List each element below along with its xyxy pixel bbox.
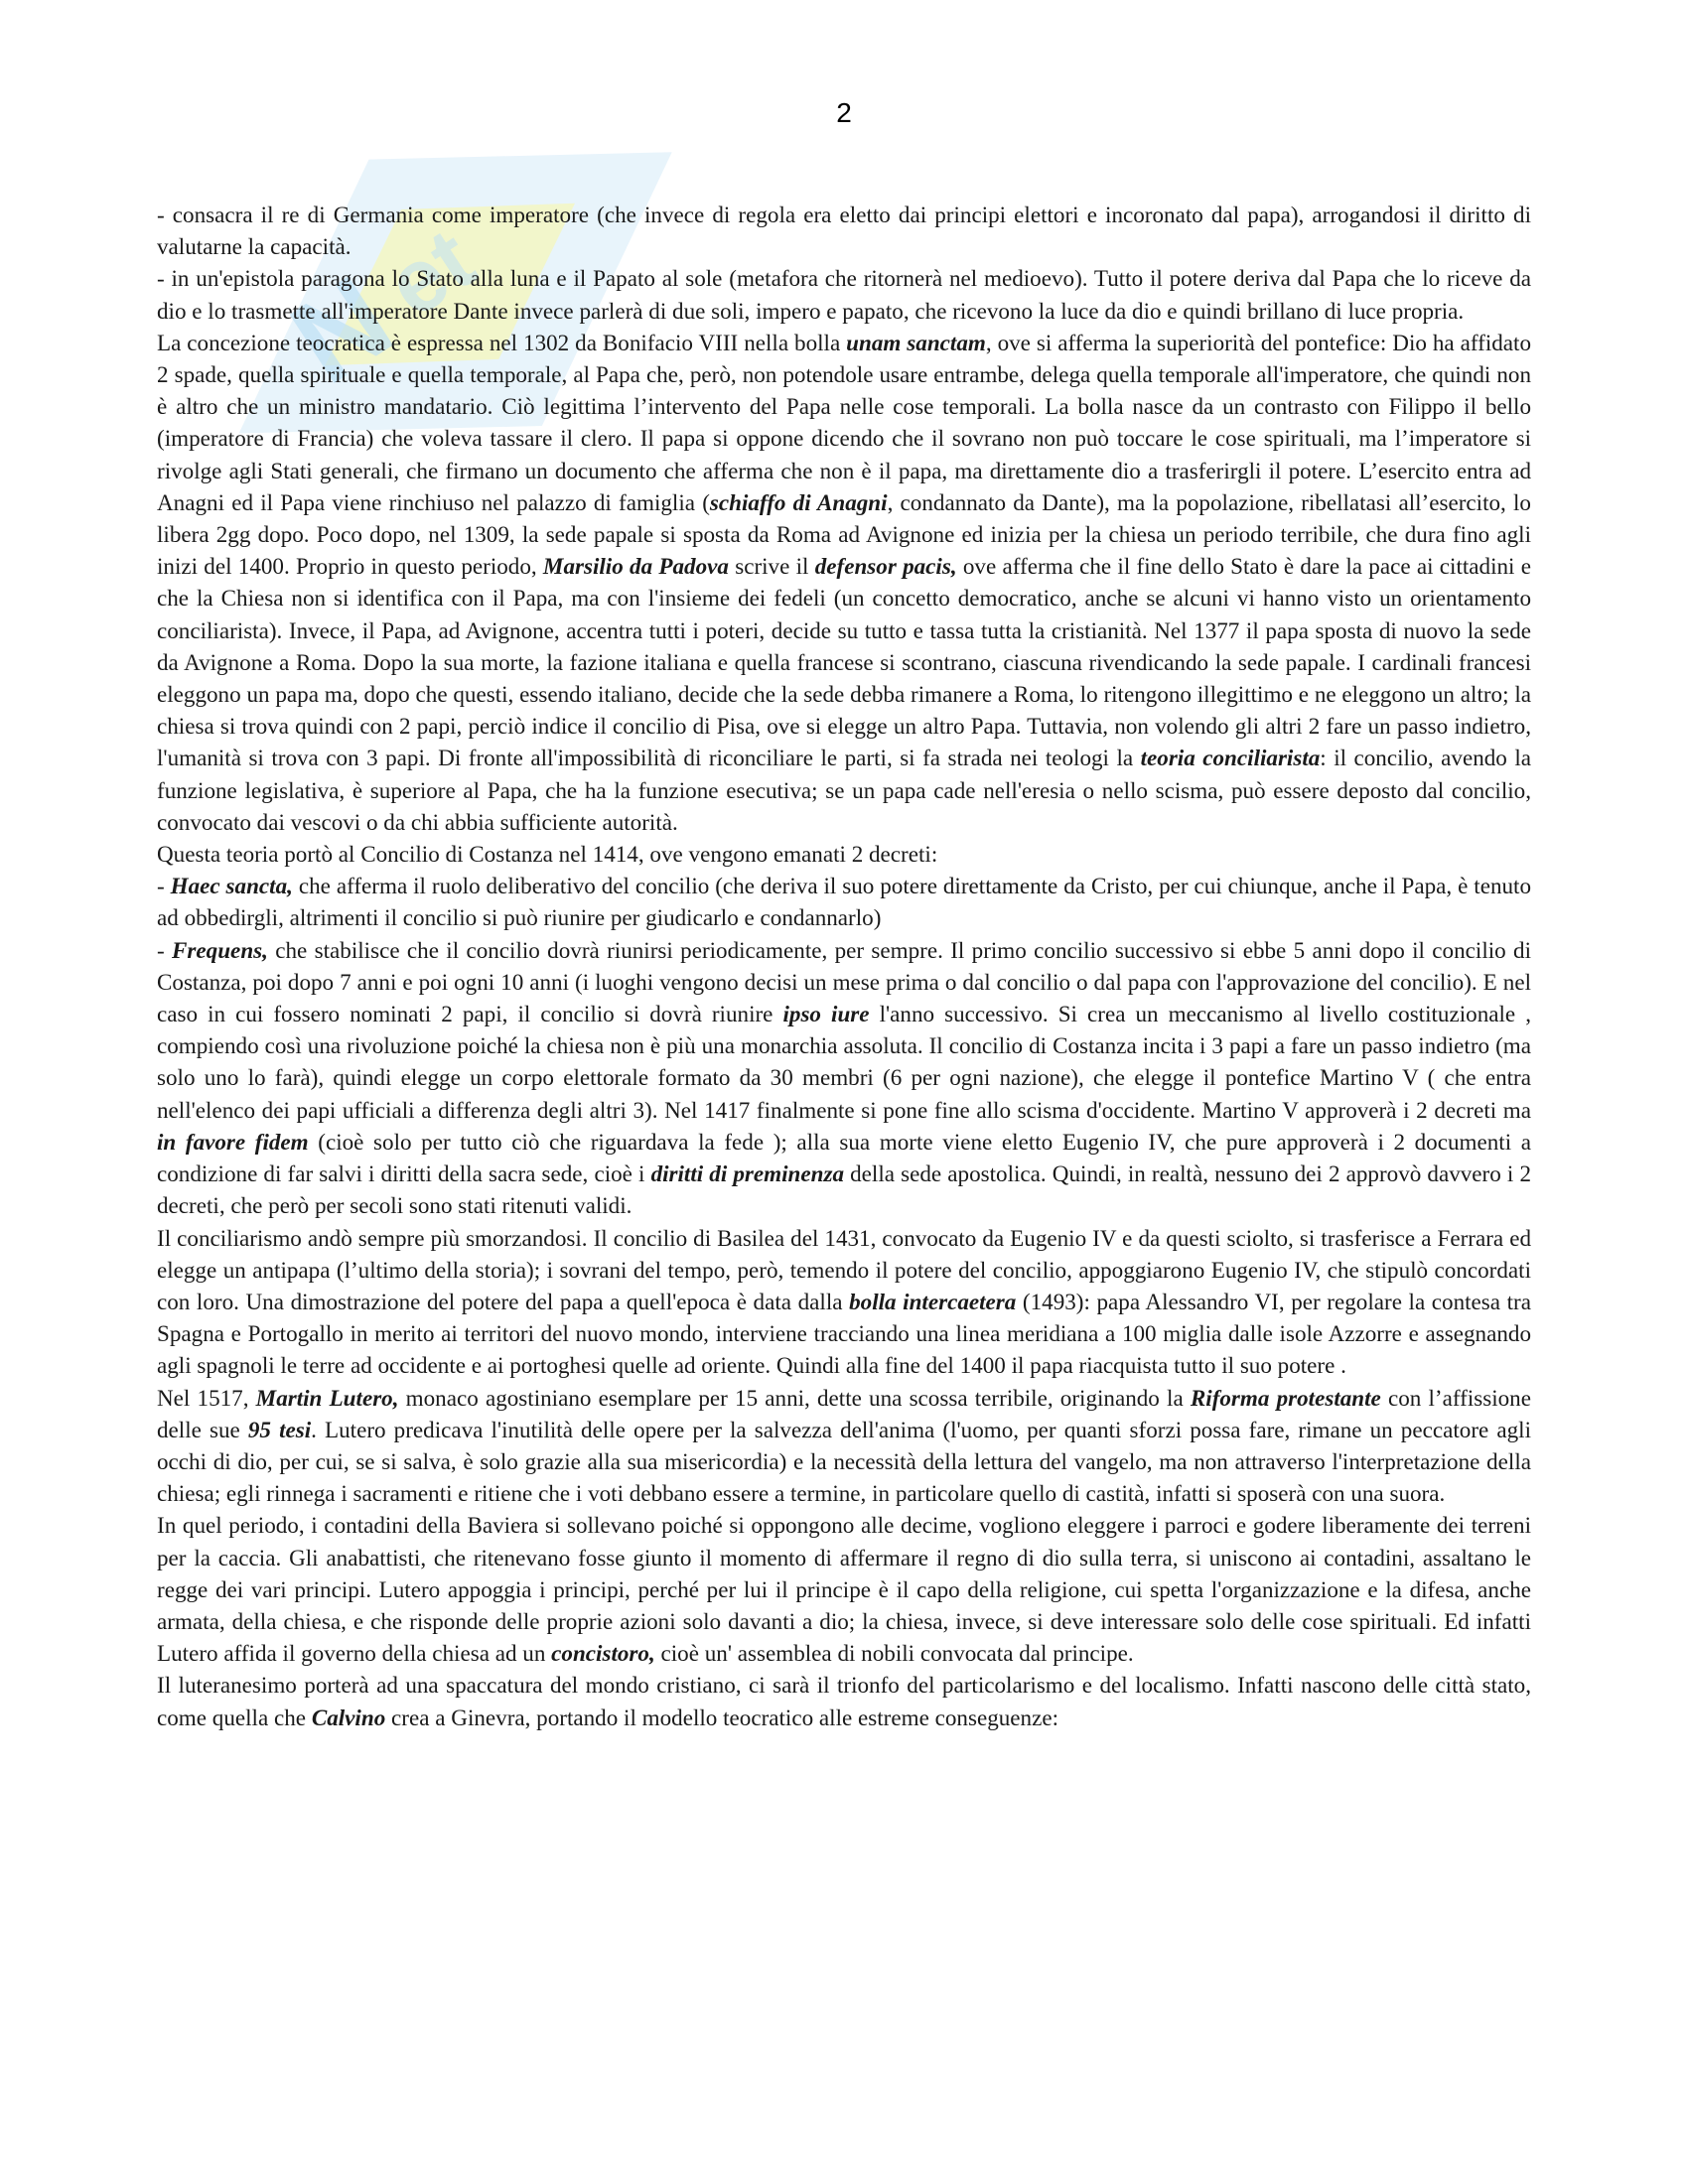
text-run: In quel periodo, i contadini della Baviera si sollevano poiché si oppongono alle decime, vogliono eleggere i parroci e godere liberamente dei terreni per la caccia. Gli anabattisti, che ritenevano fosse giunto il momento di affermare il regno di dio sulla terra, si uniscono ai contadini, assaltano le regge dei vari principi. Lutero appoggia i principi, perché per lui il principe è il capo della religione, cui spetta l'organizzazione e la difesa, anche armata, della chiesa, e che risponde delle proprie azioni solo davanti a dio; la chiesa, invece, si deve interessare solo delle cose spirituali. Ed infatti Lutero affida il governo della chiesa ad un [157, 1512, 1531, 1667]
emphasized-term: Calvino [311, 1704, 386, 1730]
text-run: con l’affissione delle sue [157, 1384, 1531, 1442]
text-run: crea a Ginevra, portando il modello teocratico alle estreme conseguenze: [385, 1704, 1058, 1730]
text-run: Questa teoria portò al Concilio di Costanza nel 1414, ove vengono emanati 2 decreti: [157, 841, 938, 868]
text-run: (cioè solo per tutto ciò che riguardava la fede ); alla sua morte viene eletto Eugenio IV, che pure approverà i 2 documenti a condizione di far salvi i diritti della sacra sede, cioè i [157, 1128, 1531, 1187]
paragraph [157, 1509, 1531, 1669]
emphasized-term: teoria conciliarista [1140, 745, 1321, 771]
text-run: che stabilisce che il concilio dovrà riunirsi periodicamente, per sempre. Il primo concilio successivo si ebbe 5 anni dopo il concilio di Costanza, poi dopo 7 anni e poi ogni 10 anni (i luoghi vengono decisi un mese prima o dal concilio o dal papa con l'approvazione del concilio). E nel caso in cui fossero nominati 2 papi, il concilio si dovrà riunire [157, 936, 1531, 1027]
text-run: - in un'epistola paragona lo Stato alla luna e il Papato al sole (metafora che ritornerà nel medioevo). Tutto il potere deriva dal Papa che lo riceve da dio e lo trasmette all'imperatore Dante invece parlerà di due soli, impero e papato, che ricevono la luce da dio e quindi brillano di luce propria. [157, 265, 1531, 324]
text-run: Nel 1517, [157, 1384, 256, 1411]
document-body [157, 199, 1531, 1733]
text-run: , condannato da Dante), ma la popolazione, ribellatasi all’esercito, lo libera 2gg dopo. Poco dopo, nel 1309, la sede papale si sposta da Roma ad Avignone ed inizia per la chiesa un periodo terribile, che dura fino agli inizi del 1400. Proprio in questo periodo, [157, 488, 1531, 580]
text-run: della sede apostolica. Quindi, in realtà, nessuno dei 2 approvò davvero i 2 decreti, che però per secoli sono stati ritenuti validi. [157, 1160, 1531, 1219]
text-run: ove afferma che il fine dello Stato è dare la pace ai cittadini e che la Chiesa non si identifica con il Papa, ma con l'insieme dei fedeli (un concetto democratico, anche se alcuni vi hanno visto un orientamento conciliarista). Invece, il Papa, ad Avignone, accentra tutti i poteri, decide su tutto e tassa tutta la cristianità. Nel 1377 il papa sposta di nuovo la sede da Avignone a Roma. Dopo la sua morte, la fazione italiana e quella francese si scontrano, ciascuna rivendicando la sede papale. I cardinali francesi eleggono un papa ma, dopo che questi, essendo italiano, decide che la sede debba rimanere a Roma, lo ritengono illegittimo e ne eleggono un altro; la chiesa si trova quindi con 2 papi, perciò indice il concilio di Pisa, ove si elegge un altro Papa. Tuttavia, non volendo gli altri 2 fare un passo indietro, l'umanità si trova con 3 papi. Di fronte all'impossibilità di riconciliare le parti, si fa strada nei teologi la [157, 553, 1531, 771]
text-run: che afferma il ruolo deliberativo del concilio (che deriva il suo potere direttamente da Cristo, per cui chiunque, anche il Papa, è tenuto ad obbedirgli, altrimenti il concilio si può riunire per giudicarlo e condannarlo) [157, 873, 1531, 931]
emphasized-term: diritti di preminenza [650, 1160, 845, 1187]
emphasized-term: in favore fidem [157, 1128, 309, 1155]
emphasized-term: ipso iure [782, 1001, 870, 1027]
text-run: - [157, 873, 171, 899]
emphasized-term: unam sanctam [846, 329, 986, 355]
paragraph [157, 1222, 1531, 1382]
text-run: cioè un' assemblea di nobili convocata dal principe. [654, 1640, 1134, 1667]
emphasized-term: 95 tesi [247, 1416, 312, 1442]
paragraph [157, 1382, 1531, 1510]
text-run: (1493): papa Alessandro VI, per regolare la contesa tra Spagna e Portogallo in merito ai territori del nuovo mondo, interviene tracciando una linea meridiana a 100 miglia dalle isole Azzorre e assegnando agli spagnoli le terre ad occidente e ai portoghesi quelle ad oriente. Quindi alla fine del 1400 il papa riacquista tutto il suo potere . [157, 1288, 1531, 1379]
paragraph [157, 870, 1531, 933]
paragraph [157, 934, 1531, 1222]
text-run: : il concilio, avendo la funzione legislativa, è superiore al Papa, che ha la funzione esecutiva; se un papa cade nell'eresia o nello scisma, può essere deposto dal concilio, convocato dai vescovi o da chi abbia sufficiente autorità. [157, 745, 1531, 835]
emphasized-term: Marsilio da Padova [542, 553, 729, 580]
emphasized-term: Martin Lutero, [255, 1384, 399, 1411]
paragraph [157, 838, 1531, 870]
text-run: Il conciliarismo andò sempre più smorzandosi. Il concilio di Basilea del 1431, convocato da Eugenio IV e da questi sciolto, si trasferisce a Ferrara ed elegge un antipapa (l’ultimo della storia); i sovrani del tempo, però, temendo il potere del concilio, appoggiarono Eugenio IV, che stipulò concordati con loro. Una dimostrazione del potere del papa a quell'epoca è data dalla [157, 1224, 1531, 1314]
text-run: scrive il [728, 553, 815, 580]
text-run: , ove si afferma la superiorità del pontefice: Dio ha affidato 2 spade, quella spirituale e quella temporale, al Papa che, però, non potendole usare entrambe, delega quella temporale all'imperatore, che quindi non è altro che un ministro mandatario. Ciò legittima l’intervento del Papa nelle cose temporali. La bolla nasce da un contrasto con Filippo il bello (imperatore di Francia) che voleva tassare il clero. Il papa si oppone dicendo che il sovrano non può toccare le cose spirituali, ma l’imperatore si rivolge agli Stati generali, che firmano un documento che afferma che non è il papa, ma direttamente dio a trasferirgli il potere. L’esercito entra ad Anagni ed il Papa viene rinchiuso nel palazzo di famiglia ( [157, 329, 1531, 515]
emphasized-term: Frequens, [172, 936, 268, 963]
text-run: La concezione teocratica è espressa nel 1302 da Bonifacio VIII nella bolla [157, 329, 847, 355]
paragraph [157, 327, 1531, 838]
paragraph [157, 1669, 1531, 1732]
svg-text:et: et [370, 209, 492, 337]
text-run: Il luteranesimo porterà ad una spaccatura del mondo cristiano, ci sarà il trionfo del particolarismo e del localismo. Infatti nascono delle città stato, come quella che [157, 1672, 1531, 1730]
text-run: - consacra il re di Germania come imperatore (che invece di regola era eletto dai principi elettori e incoronato dal papa), arrogandosi il diritto di valutarne la capacità. [157, 202, 1531, 260]
text-run: monaco agostiniano esemplare per 15 anni, dette una scossa terribile, originando la [398, 1384, 1191, 1411]
paragraph [157, 262, 1531, 326]
emphasized-term: defensor pacis, [814, 553, 957, 580]
text-run: . Lutero predicava l'inutilità delle opere per la salvezza dell'anima (l'uomo, per quanti sforzi possa fare, rimane un peccatore agli occhi di dio, per cui, se si salva, è solo grazie alla sua misericordia) e la necessità della lettura del vangelo, ma non attraverso l'interpretazione della chiesa; egli rinnega i sacramenti e ritiene che i voti debbano essere a termine, in particolare quello di castità, infatti si sposerà con una suora. [157, 1416, 1531, 1507]
text-run: - [157, 936, 173, 963]
emphasized-term: concistoro, [551, 1640, 655, 1667]
text-run: l'anno successivo. Si crea un meccanismo al livello costituzionale , compiendo così una rivoluzione poiché la chiesa non è più una monarchia assoluta. Il concilio di Costanza incita i 3 papi a fare un passo indietro (ma solo uno lo farà), quindi elegge un corpo elettorale formato da 30 membri (6 per ogni nazione), che elegge il pontefice Martino V ( che entra nell'elenco dei papi ufficiali a differenza degli altri 3). Nel 1417 finalmente si pone fine allo scisma d'occidente. Martino V approverà i 2 decreti ma [157, 1001, 1531, 1123]
emphasized-term: bolla intercaetera [849, 1288, 1017, 1314]
svg-text:N: N [269, 250, 414, 410]
emphasized-term: Riforma protestante [1190, 1384, 1381, 1411]
emphasized-term: Haec sancta, [170, 873, 293, 899]
page-number: 2 [836, 97, 852, 128]
emphasized-term: schiaffo di Anagni [709, 488, 888, 515]
paragraph [157, 199, 1531, 262]
